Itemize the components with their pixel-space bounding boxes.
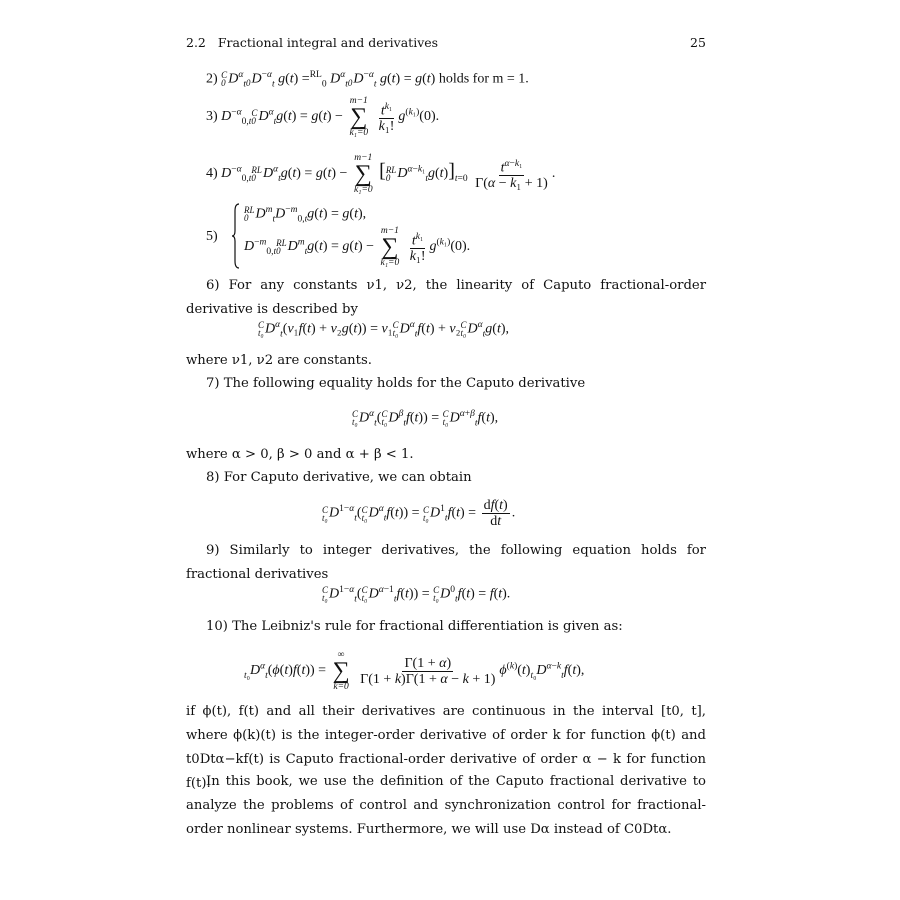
item-4-equation: 4) $D^{-\alpha}_{0,t}$ RL 0 $D^\alpha_tg(t) = g(t)$ − m−1 ∑ k₁=0 [ RL 0 $D^{\alpha-k_1}_tg(t)]_{t=0}$ $\frac{t^{\alpha-k_1}}{\text{Γ(α − k₁ + 1)}}$ . [206,153,556,195]
left-brace [232,203,240,269]
item-2-equation: 2) C 0 $D^\alpha_t$ 0 $D^{-\alpha}_t$ g(t) =$^{RL}_0$ $D^\alpha_t$ 0 $D^{-\alpha}_t$ g(t) = g(t) holds for m = 1. [206,70,529,90]
running-header-section: 2.2 Fractional integral and derivatives [186,35,439,50]
item-9-equation: C t₀ $D^{1-\alpha}_t$( C t₀ $D^{\alpha-1}_tf(t)$) = C t₀ $D^0_tf(t) = f(t)$. [322,585,511,605]
item-6-equation: C t₀ $D^\alpha_t(\nu_1f(t) + \nu_2g(t)) = \nu_1$ C t₀ $D^\alpha_tf(t) + \nu_2$ C t₀ $D^\alpha_tg(t)$, [258,320,510,340]
item-5-label: 5) [206,229,218,244]
item-7-text: 7) The following equality holds for the Caputo derivative [206,376,586,391]
running-header-title: Fractional integral and derivatives [217,35,439,50]
item-7-after: where α > 0, β > 0 and α + β < 1. [186,447,414,462]
item-5-line-1: RL 0 $D^m_tD^{-m}_{0,t}g(t) = g(t)$, [244,205,367,225]
closing-paragraph: In this book, we use the definition of the Caputo fractional derivative to analyze the problems of control and synchronization control for fractional-order nonlinear systems. Furthermore, we will use Dα instead of C0Dtα. [186,774,706,837]
item-3-equation: 3) $D^{-\alpha}_{0,t}$ C 0 $D^\alpha_tg(t) = g(t)$ − m−1 ∑ k₁=0 $\frac{t^{k_1}}{\text{k₁!}}$ $g^{(k_1)}(0)$. [206,96,440,138]
item-6-after: where ν1, ν2 are constants. [186,353,372,368]
item-6-text: 6) For any constants ν1, ν2, the linearity of Caputo fractional-order derivative is described by [186,278,706,317]
page-number: 25 [690,35,706,50]
item-8-equation: C t₀ $D^{1-\alpha}_t$( C t₀ $D^\alpha_tf(t)$) = C t₀ $D^1_tf(t)$ = $\frac{df(t)}{dt}$ . [322,498,516,529]
item-10-equation: $_{t_0}D^\alpha_t(\phi(t)f(t))$ = ∞ ∑ k=0 $\frac{\Gamma(1 + \alpha)}{\Gamma(1 + k)\Gamma(1 + \alpha - k + 1)}$ $\phi^{(k)}(t)_{t_0}D^{\alpha-k}_tf(t)$, [244,650,585,692]
item-9-text: 9) Similarly to integer derivatives, the following equation holds for fractional derivatives [186,543,706,582]
item-10-text: 10) The Leibniz's rule for fractional differentiation is given as: [206,619,623,634]
item-10-after: if ϕ(t), f(t) and all their derivatives are continuous in the interval [t0, t], where ϕ(k)(t) is the integer-order derivative of order k for function ϕ(t) and t0Dtα−kf(t) is Caputo fractional-order derivative of order α − k for function f(t). [186,704,706,791]
item-8-text: 8) For Caputo derivative, we can obtain [206,470,472,485]
item-7-equation: C t₀ $D^\alpha_t$( C t₀ $D^\beta_tf(t)$) = C t₀ $D^{\alpha+\beta}_tf(t)$, [352,409,499,429]
item-5-line-2: $D^{-m}_{0,t}$ RL 0 $D^m_tg(t) = g(t)$ − m−1 ∑ k₁=0 $\frac{t^{k_1}}{\text{k₁!}}$ $g^{(k_1)}(0)$. [244,226,471,268]
